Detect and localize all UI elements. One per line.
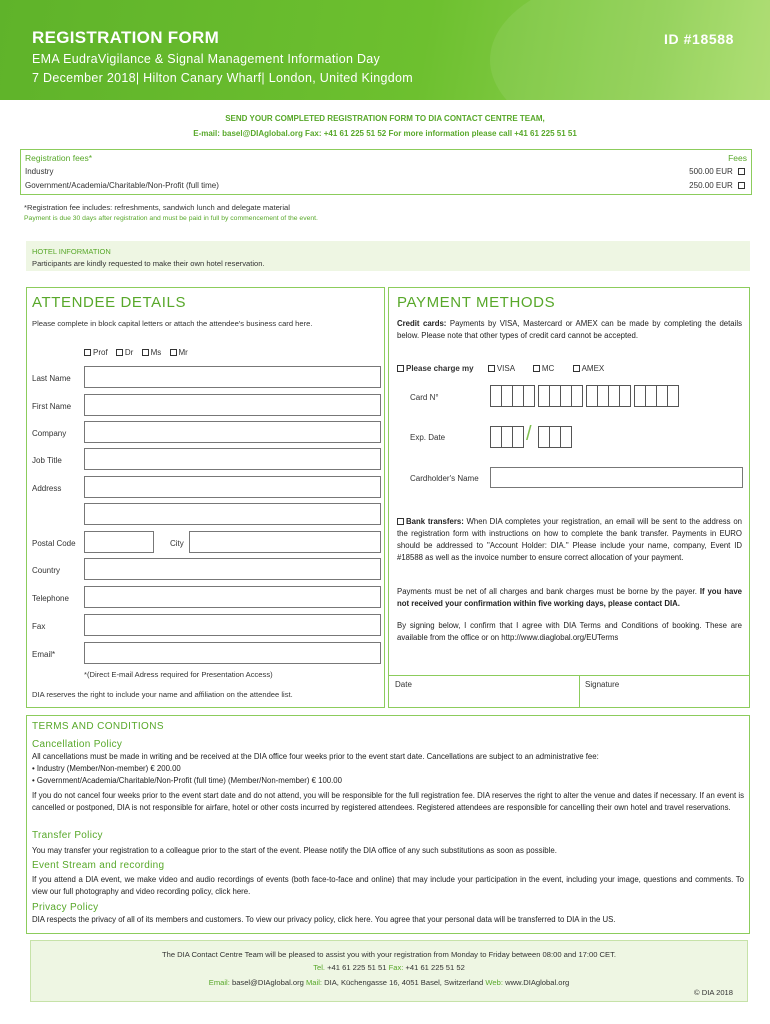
fee-label-industry: Industry	[25, 167, 54, 176]
privacy-title: Privacy Policy	[32, 902, 99, 913]
salutation-options	[84, 348, 188, 357]
terms-title: TERMS AND CONDITIONS	[32, 721, 164, 732]
form-id: ID #18588	[663, 31, 734, 47]
fees-note-1: *Registration fee includes: refreshments, sandwich lunch and delegate material	[24, 203, 290, 212]
footer-box	[30, 940, 748, 1002]
mc-option[interactable]	[533, 364, 554, 373]
fax-value: +41 61 225 51 52	[403, 963, 465, 972]
hotel-box	[26, 241, 750, 271]
card-number-cell[interactable]	[523, 385, 535, 407]
cancellation-text-2: If you do not cancel four weeks prior to the event start date and do not attend, you will be responsible for the full registration fee. DIA reserves the right to alter the venue and dates if necessary. If an event is cancelled or postponed, DIA is not responsible for airfare, hotel or other costs incurred by registered attendees. Registered attendees are responsible for cancelling their own hotel and travel reservations.	[32, 791, 744, 812]
fee-amount-government: 250.00 EUR	[689, 181, 733, 190]
hotel-heading: HOTEL INFORMATION	[32, 247, 111, 256]
fee-government-checkbox[interactable]	[738, 182, 745, 189]
attendee-title: ATTENDEE DETAILS	[32, 294, 187, 311]
address-field-1[interactable]	[84, 476, 381, 498]
signature-label: Signature	[585, 680, 620, 689]
fee-row-government[interactable]	[689, 181, 747, 190]
fax-field[interactable]	[84, 614, 381, 636]
exp-month-cells[interactable]	[490, 426, 523, 448]
fee-label-government: Government/Academia/Charitable/Non-Profit (full time)	[25, 181, 219, 190]
last-name-label: Last Name	[32, 374, 71, 383]
dr-checkbox[interactable]	[116, 349, 123, 356]
fax-label: Fax	[32, 622, 46, 631]
country-field[interactable]	[84, 558, 381, 580]
city-label: City	[170, 539, 184, 548]
fees-heading: Registration fees*	[25, 153, 93, 163]
exp-separator: /	[526, 423, 532, 445]
stream-text: If you attend a DIA event, we make video and audio recordings of events (both face-to-face and online) that may include your participation in the event, including your image, questions and comments. To view our full photography and video recording policy, click here.	[32, 875, 744, 896]
salutation-dr[interactable]	[116, 348, 133, 357]
salutation-mr[interactable]	[170, 348, 188, 357]
mr-checkbox[interactable]	[170, 349, 177, 356]
please-charge-row	[397, 364, 604, 373]
cardholder-field[interactable]	[490, 467, 743, 488]
mail-footer-label: Mail:	[305, 978, 322, 987]
footer-line-3	[31, 978, 747, 987]
exp-date-label: Exp. Date	[410, 433, 446, 442]
amex-option[interactable]	[573, 364, 605, 373]
company-field[interactable]	[84, 421, 381, 443]
copyright: © DIA 2018	[694, 988, 733, 997]
please-charge-checkbox[interactable]	[397, 365, 404, 372]
bank-transfer-bold: Bank transfers:	[406, 517, 464, 526]
amex-checkbox[interactable]	[573, 365, 580, 372]
tel-value: +41 61 225 51 51	[325, 963, 389, 972]
mc-checkbox[interactable]	[533, 365, 540, 372]
company-label: Company	[32, 429, 67, 438]
signature-divider	[579, 676, 580, 707]
bank-transfer-body: When DIA completes your registration, an email will be sent to the address on the registration form with instructions on how to complete the bank transfer. Payments in EURO should be addressed to "Account Holder: DIA." Please include your name, company, Event ID #18588 as well as the invoice number to ensure correct allocation of your payment.	[397, 517, 743, 562]
form-title: REGISTRATION FORM	[32, 28, 220, 47]
country-label: Country	[32, 566, 61, 575]
exp-year-cells[interactable]	[538, 426, 571, 448]
transfer-title: Transfer Policy	[32, 830, 103, 841]
mail-value: DIA, Küchengasse 16, 4051 Basel, Switzerland	[322, 978, 486, 987]
prof-checkbox[interactable]	[84, 349, 91, 356]
event-name: EMA EudraVigilance & Signal Management Information Day	[32, 52, 381, 66]
fees-box	[20, 149, 752, 195]
visa-label: VISA	[496, 364, 515, 373]
date-label: Date	[395, 680, 412, 689]
postal-code-field[interactable]	[84, 531, 154, 553]
salutation-ms[interactable]	[142, 348, 162, 357]
credit-cards-text	[397, 318, 742, 342]
signature-row	[388, 675, 750, 708]
header-decoration	[490, 0, 770, 100]
email-footer-link[interactable]: basel@DIAglobal.org	[229, 978, 306, 987]
event-date-place: 7 December 2018| Hilton Canary Wharf| London, United Kingdom	[32, 71, 413, 85]
fee-amount-industry: 500.00 EUR	[689, 167, 733, 176]
stream-title: Event Stream and recording	[32, 860, 165, 871]
charges-bold: If you have not received your confirmation within five working days, please contact DIA.	[397, 587, 742, 608]
attendee-rights: DIA reserves the right to include your name and affiliation on the attendee list.	[32, 690, 293, 699]
mc-label: MC	[541, 364, 555, 373]
charges-body: Payments must be net of all charges and bank charges must be borne by the payer.	[397, 587, 700, 596]
last-name-field[interactable]	[84, 366, 381, 388]
city-field[interactable]	[189, 531, 381, 553]
card-no-label: Card N°	[410, 393, 439, 402]
cancellation-item-government: • Government/Academia/Charitable/Non-Profit (full time) (Member/Non-member) € 100.00	[32, 776, 342, 785]
visa-option[interactable]	[488, 364, 515, 373]
web-footer-label: Web:	[485, 978, 503, 987]
dr-label: Dr	[124, 348, 134, 357]
cancellation-title: Cancellation Policy	[32, 739, 123, 750]
cardholder-label: Cardholder's Name	[410, 474, 479, 483]
fee-row-industry[interactable]	[689, 167, 747, 176]
exp-cell[interactable]	[560, 426, 572, 448]
card-number-cells[interactable]	[490, 385, 678, 407]
first-name-field[interactable]	[84, 394, 381, 416]
email-label: Email*	[32, 650, 56, 659]
first-name-label: First Name	[32, 402, 72, 411]
please-charge-label: Please charge my	[406, 364, 474, 373]
email-footer-label: Email:	[208, 978, 230, 987]
signing-text: By signing below, I confirm that I agree with DIA Terms and Conditions of booking. These are available from the office or on http://www.diaglobal.org/EUTerms	[397, 621, 742, 642]
footer-line-2	[31, 963, 747, 972]
terms-box	[26, 715, 750, 934]
email-note: *(Direct E-mail Adress required for Presentation Access)	[84, 670, 273, 679]
hotel-text: Participants are kindly requested to make their own hotel reservation.	[32, 259, 265, 268]
ms-label: Ms	[150, 348, 162, 357]
mr-label: Mr	[178, 348, 188, 357]
address-field-2[interactable]	[84, 503, 381, 525]
contact-line-2: E-mail: basel@DIAglobal.org Fax: +41 61 225 51 52 For more information please call +41 61 225 51 51	[193, 129, 577, 138]
privacy-text: DIA respects the privacy of all of its members and customers. To view our privacy policy, click here. You agree that your personal data will be transferred to DIA in the US.	[32, 915, 616, 924]
job-title-label: Job Title	[32, 456, 62, 465]
card-number-cell[interactable]	[571, 385, 583, 407]
amex-label: AMEX	[581, 364, 605, 373]
transfer-text: You may transfer your registration to a colleague prior to the start of the event. Please notify the DIA office of any such substitutions as soon as possible.	[32, 846, 557, 855]
salutation-prof[interactable]	[84, 348, 108, 357]
card-number-cell[interactable]	[619, 385, 631, 407]
prof-label: Prof	[93, 348, 108, 357]
payment-title: PAYMENT METHODS	[397, 294, 556, 311]
footer-line-1: The DIA Contact Centre Team will be pleased to assist you with your registration from Monday to Friday between 08:00 and 17:00 CET.	[161, 950, 617, 959]
payment-box	[388, 287, 750, 708]
telephone-field[interactable]	[84, 586, 381, 608]
cancellation-item-industry: • Industry (Member/Non-member) € 200.00	[32, 764, 181, 773]
fax-footer-label: Fax:	[388, 963, 404, 972]
web-footer-link[interactable]: www.DIAglobal.org	[502, 978, 570, 987]
credit-cards-body: Payments by VISA, Mastercard or AMEX can be made by completing the details below. Please note that other types of credit card cannot be accepted.	[397, 319, 742, 340]
fee-industry-checkbox[interactable]	[738, 168, 745, 175]
cancellation-text: All cancellations must be made in writing and be received at the DIA office four weeks prior to the event start date. Cancellations are subject to an administrative fee:	[32, 752, 599, 761]
fees-amount-heading: Fees	[728, 153, 747, 163]
header-banner	[0, 0, 770, 100]
ms-checkbox[interactable]	[142, 349, 149, 356]
fees-note-2: Payment is due 30 days after registration and must be paid in full by commencement of the event.	[24, 215, 318, 222]
charges-text	[397, 586, 742, 610]
email-field[interactable]	[84, 642, 381, 664]
bank-transfer-checkbox[interactable]	[397, 518, 404, 525]
contact-line-1: SEND YOUR COMPLETED REGISTRATION FORM TO DIA CONTACT CENTRE TEAM,	[225, 114, 545, 123]
exp-cell[interactable]	[512, 426, 524, 448]
address-label: Address	[32, 484, 62, 493]
job-title-field[interactable]	[84, 448, 381, 470]
attendee-intro: Please complete in block capital letters or attach the attendee's business card here.	[32, 319, 313, 328]
credit-cards-bold: Credit cards:	[397, 319, 447, 328]
visa-checkbox[interactable]	[488, 365, 495, 372]
postal-code-label: Postal Code	[32, 539, 76, 548]
telephone-label: Telephone	[32, 594, 69, 603]
tel-label: Tel.	[313, 963, 326, 972]
card-number-cell[interactable]	[667, 385, 679, 407]
bank-transfer-text	[397, 516, 742, 564]
